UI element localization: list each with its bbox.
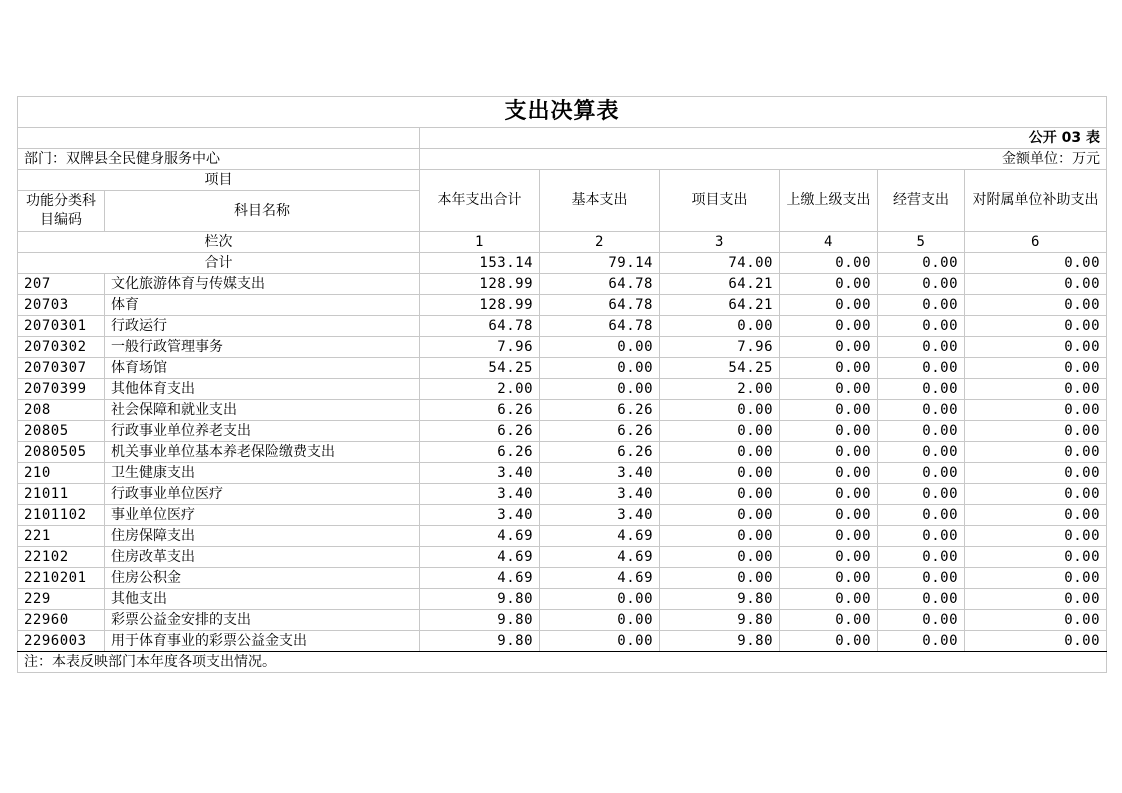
header-row-1	[18, 170, 1107, 191]
account-code: 2070399	[18, 379, 105, 400]
col-header-subsidiary: 对附属单位补助支出	[965, 170, 1107, 232]
table-row	[18, 484, 1107, 505]
account-name: 一般行政管理事务	[105, 337, 420, 358]
table-row	[18, 610, 1107, 631]
amount-cell: 3.40	[540, 463, 660, 484]
amount-cell: 0.00	[878, 589, 965, 610]
account-name: 住房公积金	[105, 568, 420, 589]
amount-cell: 0.00	[878, 274, 965, 295]
amount-cell: 0.00	[878, 568, 965, 589]
amount-cell: 64.21	[660, 295, 780, 316]
amount-cell: 0.00	[540, 379, 660, 400]
account-code: 210	[18, 463, 105, 484]
amount-cell: 6.26	[540, 400, 660, 421]
amount-cell: 0.00	[660, 547, 780, 568]
amount-cell: 2.00	[660, 379, 780, 400]
amount-cell: 0.00	[965, 400, 1107, 421]
account-code: 2070302	[18, 337, 105, 358]
amount-cell: 54.25	[420, 358, 540, 379]
account-code: 208	[18, 400, 105, 421]
amount-cell: 0.00	[878, 316, 965, 337]
column-index: 6	[965, 232, 1107, 253]
amount-cell: 0.00	[965, 316, 1107, 337]
amount-cell: 0.00	[660, 505, 780, 526]
dept-row	[18, 149, 1107, 170]
account-name: 其他体育支出	[105, 379, 420, 400]
amount-cell: 0.00	[965, 631, 1107, 652]
amount-cell: 0.00	[965, 589, 1107, 610]
amount-cell: 0.00	[878, 442, 965, 463]
amount-cell: 0.00	[780, 610, 878, 631]
account-code: 229	[18, 589, 105, 610]
amount-cell: 0.00	[878, 631, 965, 652]
amount-cell: 64.21	[660, 274, 780, 295]
amount-cell: 0.00	[780, 463, 878, 484]
amount-cell: 9.80	[660, 610, 780, 631]
amount-cell: 0.00	[965, 526, 1107, 547]
amount-cell: 0.00	[780, 442, 878, 463]
amount-cell: 6.26	[420, 421, 540, 442]
amount-cell: 0.00	[965, 358, 1107, 379]
amount-cell: 64.78	[540, 316, 660, 337]
amount-cell: 0.00	[780, 421, 878, 442]
account-code: 2080505	[18, 442, 105, 463]
amount-cell: 0.00	[965, 505, 1107, 526]
table-row	[18, 316, 1107, 337]
amount-cell: 54.25	[660, 358, 780, 379]
col-header-total: 本年支出合计	[420, 170, 540, 232]
account-code: 221	[18, 526, 105, 547]
amount-cell: 3.40	[420, 484, 540, 505]
amount-cell: 0.00	[878, 421, 965, 442]
amount-cell: 0.00	[780, 400, 878, 421]
account-name: 机关事业单位基本养老保险缴费支出	[105, 442, 420, 463]
account-name: 行政事业单位养老支出	[105, 421, 420, 442]
account-code: 2070307	[18, 358, 105, 379]
amount-cell: 0.00	[878, 526, 965, 547]
amount-cell: 3.40	[540, 484, 660, 505]
amount-cell: 0.00	[660, 400, 780, 421]
title-row	[18, 97, 1107, 128]
amount-cell: 4.69	[540, 526, 660, 547]
amount-cell: 0.00	[965, 274, 1107, 295]
amount-cell: 4.69	[420, 568, 540, 589]
table-row	[18, 631, 1107, 652]
amount-cell: 3.40	[420, 505, 540, 526]
amount-cell: 6.26	[540, 421, 660, 442]
table-row	[18, 337, 1107, 358]
account-code: 22102	[18, 547, 105, 568]
account-code: 2070301	[18, 316, 105, 337]
amount-cell: 0.00	[780, 295, 878, 316]
col-header-operating: 经营支出	[878, 170, 965, 232]
amount-cell: 0.00	[878, 505, 965, 526]
amount-cell: 0.00	[660, 526, 780, 547]
amount-cell: 0.00	[878, 484, 965, 505]
amount-cell: 0.00	[965, 568, 1107, 589]
amount-cell: 0.00	[540, 589, 660, 610]
account-code: 20703	[18, 295, 105, 316]
column-index: 1	[420, 232, 540, 253]
account-name: 文化旅游体育与传媒支出	[105, 274, 420, 295]
form-no-row	[18, 128, 1107, 149]
amount-cell: 6.26	[420, 442, 540, 463]
total-value: 0.00	[965, 253, 1107, 274]
total-value: 0.00	[780, 253, 878, 274]
column-index: 2	[540, 232, 660, 253]
table-row	[18, 568, 1107, 589]
amount-cell: 0.00	[878, 358, 965, 379]
column-index-row	[18, 232, 1107, 253]
amount-cell: 3.40	[420, 463, 540, 484]
column-index-label: 栏次	[18, 232, 420, 253]
total-row	[18, 253, 1107, 274]
account-name: 住房改革支出	[105, 547, 420, 568]
table-row	[18, 463, 1107, 484]
col-header-project: 项目支出	[660, 170, 780, 232]
amount-cell: 0.00	[780, 274, 878, 295]
account-code: 2101102	[18, 505, 105, 526]
amount-cell: 4.69	[540, 547, 660, 568]
amount-cell: 0.00	[780, 631, 878, 652]
note-row	[18, 652, 1107, 673]
amount-cell: 0.00	[965, 610, 1107, 631]
amount-cell: 0.00	[660, 463, 780, 484]
amount-cell: 0.00	[965, 295, 1107, 316]
amount-cell: 64.78	[540, 295, 660, 316]
amount-cell: 6.26	[420, 400, 540, 421]
amount-cell: 0.00	[878, 547, 965, 568]
table-row	[18, 505, 1107, 526]
amount-cell: 0.00	[540, 610, 660, 631]
amount-cell: 4.69	[540, 568, 660, 589]
table-row	[18, 421, 1107, 442]
amount-cell: 64.78	[540, 274, 660, 295]
amount-cell: 0.00	[780, 337, 878, 358]
amount-cell: 0.00	[965, 463, 1107, 484]
account-code: 207	[18, 274, 105, 295]
col-header-basic: 基本支出	[540, 170, 660, 232]
column-index: 5	[878, 232, 965, 253]
table-row	[18, 295, 1107, 316]
account-code: 21011	[18, 484, 105, 505]
amount-cell: 0.00	[878, 463, 965, 484]
amount-cell: 4.69	[420, 526, 540, 547]
total-value: 0.00	[878, 253, 965, 274]
amount-cell: 0.00	[780, 589, 878, 610]
amount-cell: 0.00	[965, 337, 1107, 358]
amount-cell: 0.00	[878, 610, 965, 631]
table-row	[18, 547, 1107, 568]
account-name: 卫生健康支出	[105, 463, 420, 484]
amount-cell: 0.00	[965, 484, 1107, 505]
form-no-blank	[18, 128, 420, 149]
amount-cell: 9.80	[420, 631, 540, 652]
table-row	[18, 442, 1107, 463]
account-name: 社会保障和就业支出	[105, 400, 420, 421]
amount-cell: 0.00	[878, 400, 965, 421]
amount-cell: 2.00	[420, 379, 540, 400]
column-index: 4	[780, 232, 878, 253]
amount-cell: 0.00	[878, 337, 965, 358]
amount-cell: 9.80	[660, 589, 780, 610]
amount-cell: 0.00	[780, 526, 878, 547]
table-row	[18, 358, 1107, 379]
amount-cell: 4.69	[420, 547, 540, 568]
amount-cell: 9.80	[660, 631, 780, 652]
amount-cell: 0.00	[540, 631, 660, 652]
total-label: 合计	[18, 253, 420, 274]
account-name: 体育	[105, 295, 420, 316]
amount-cell: 0.00	[660, 484, 780, 505]
amount-cell: 64.78	[420, 316, 540, 337]
code-header: 功能分类科目编码	[18, 191, 105, 232]
account-code: 22960	[18, 610, 105, 631]
amount-cell: 128.99	[420, 274, 540, 295]
account-code: 2210201	[18, 568, 105, 589]
total-value: 74.00	[660, 253, 780, 274]
amount-cell: 0.00	[965, 442, 1107, 463]
account-name: 用于体育事业的彩票公益金支出	[105, 631, 420, 652]
table-row	[18, 526, 1107, 547]
amount-cell: 0.00	[780, 568, 878, 589]
account-code: 2296003	[18, 631, 105, 652]
amount-cell: 3.40	[540, 505, 660, 526]
amount-cell: 6.26	[540, 442, 660, 463]
col-header-remit-upper: 上缴上级支出	[780, 170, 878, 232]
page-title: 支出决算表	[18, 97, 1107, 128]
total-value: 79.14	[540, 253, 660, 274]
column-index: 3	[660, 232, 780, 253]
total-value: 153.14	[420, 253, 540, 274]
table-row	[18, 274, 1107, 295]
table-row	[18, 379, 1107, 400]
account-name: 行政事业单位医疗	[105, 484, 420, 505]
amount-cell: 0.00	[540, 358, 660, 379]
amount-cell: 0.00	[660, 442, 780, 463]
amount-cell: 0.00	[965, 547, 1107, 568]
table-row	[18, 589, 1107, 610]
amount-cell: 0.00	[878, 379, 965, 400]
amount-cell: 0.00	[878, 295, 965, 316]
amount-cell: 9.80	[420, 610, 540, 631]
amount-cell: 0.00	[780, 358, 878, 379]
amount-cell: 0.00	[660, 316, 780, 337]
amount-cell: 0.00	[540, 337, 660, 358]
amount-cell: 0.00	[780, 505, 878, 526]
account-name: 事业单位医疗	[105, 505, 420, 526]
amount-cell: 0.00	[965, 421, 1107, 442]
amount-cell: 7.96	[420, 337, 540, 358]
amount-cell: 0.00	[780, 379, 878, 400]
table-note: 注：本表反映部门本年度各项支出情况。	[18, 652, 1107, 673]
account-name: 体育场馆	[105, 358, 420, 379]
amount-cell: 7.96	[660, 337, 780, 358]
account-name: 其他支出	[105, 589, 420, 610]
item-group-header: 项目	[18, 170, 420, 191]
department-label: 部门：双牌县全民健身服务中心	[18, 149, 420, 170]
account-code: 20805	[18, 421, 105, 442]
table-row	[18, 400, 1107, 421]
form-number: 公开 03 表	[420, 128, 1107, 149]
amount-cell: 128.99	[420, 295, 540, 316]
amount-cell: 0.00	[780, 547, 878, 568]
name-header: 科目名称	[105, 191, 420, 232]
account-name: 彩票公益金安排的支出	[105, 610, 420, 631]
unit-label: 金额单位：万元	[420, 149, 1107, 170]
amount-cell: 0.00	[780, 484, 878, 505]
expenditure-table	[17, 96, 1107, 673]
amount-cell: 0.00	[780, 316, 878, 337]
account-name: 住房保障支出	[105, 526, 420, 547]
account-name: 行政运行	[105, 316, 420, 337]
amount-cell: 9.80	[420, 589, 540, 610]
amount-cell: 0.00	[965, 379, 1107, 400]
amount-cell: 0.00	[660, 421, 780, 442]
amount-cell: 0.00	[660, 568, 780, 589]
